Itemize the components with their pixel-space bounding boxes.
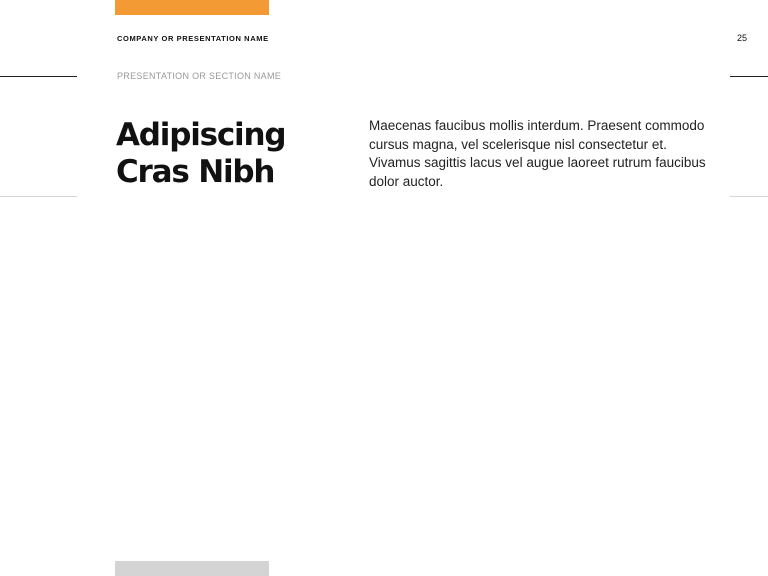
body-paragraph: Maecenas faucibus mollis interdum. Praesent commodo cursus magna, vel scelerisque nisl consectetur et. Vivamus sagittis lacus vel augue laoreet rutrum faucibus dolor auctor.: [369, 118, 706, 189]
headline-line-1: Adipiscing: [116, 117, 286, 153]
divider-rule-right: [730, 196, 768, 197]
footer-bar: [115, 561, 269, 576]
headline-line-2: Cras Nibh: [116, 154, 275, 190]
divider-rule-left: [0, 196, 77, 197]
company-name: COMPANY OR PRESENTATION NAME: [117, 34, 269, 43]
page-number: 25: [736, 33, 747, 43]
section-name: PRESENTATION OR SECTION NAME: [117, 71, 282, 81]
header-rule-right: [730, 76, 768, 77]
accent-bar-top: [115, 0, 269, 15]
slide-headline: [116, 117, 336, 191]
header-rule-left: [0, 76, 77, 77]
